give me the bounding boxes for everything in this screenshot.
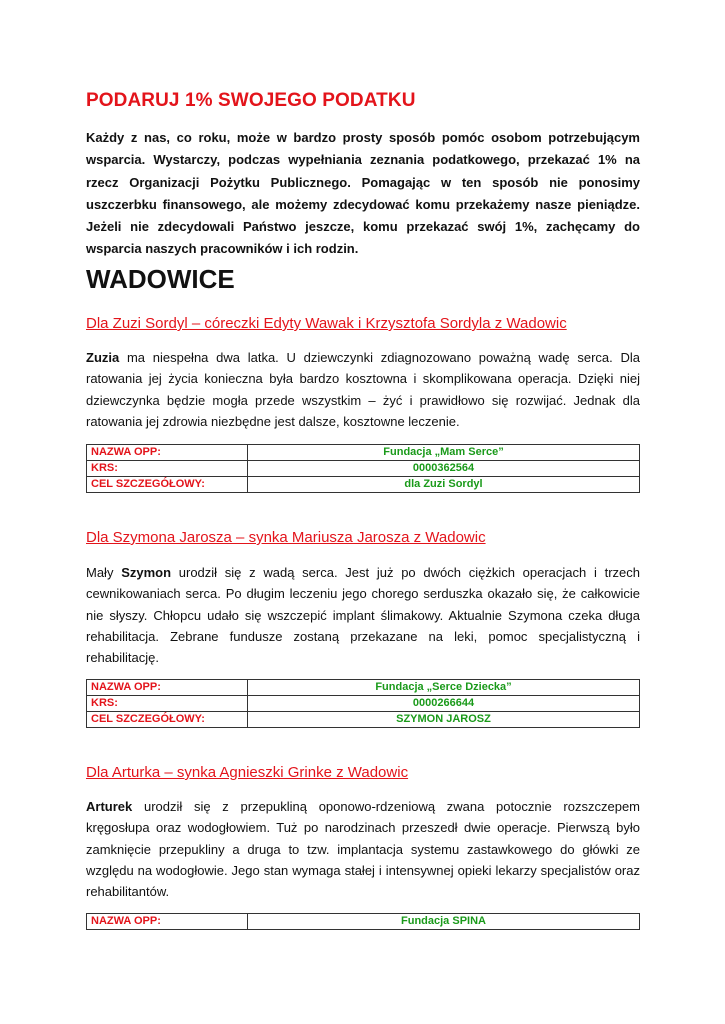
section-paragraph: Zuzia ma niespełna dwa latka. U dziewczynki zdiagnozowano poważną wadę serca. Dla ratowania jej życia konieczna była bardzo kosztowna i skomplikowana operacja. Dzięki niej dziewczynka będzie mogła przede wszystkim – żyć i prawidłowo się rozwijać. Jednak dla ratowania jej zdrowia niezbędne jest dalsze, kosztowne leczenie. <box>86 350 640 429</box>
value-opp: Fundacja „Mam Serce” <box>248 445 640 461</box>
value-krs: 0000362564 <box>248 461 640 477</box>
table-row <box>87 680 640 696</box>
table-row <box>87 477 640 493</box>
child-name: Arturek <box>86 799 133 814</box>
value-opp: Fundacja SPINA <box>248 914 640 930</box>
info-table <box>86 444 640 493</box>
city-heading: WADOWICE <box>86 264 235 294</box>
value-cel: SZYMON JAROSZ <box>248 712 640 728</box>
section-title: Dla Szymona Jarosza – synka Mariusza Jarosza z Wadowic <box>86 529 486 546</box>
table-row <box>87 696 640 712</box>
label-opp: NAZWA OPP: <box>87 445 248 461</box>
label-opp: NAZWA OPP: <box>87 680 248 696</box>
section-title: Dla Zuzi Sordyl – córeczki Edyty Wawak i Krzysztofa Sordyla z Wadowic <box>86 315 567 332</box>
section-paragraph: Arturek urodził się z przepukliną oponowo-rdzeniową zwana potocznie rozszczepem kręgosłupa oraz wodogłowiem. Tuż po narodzinach przeszedł dwie operacje. Pierwszą było zamknięcie przepukliny a druga to tzw. implantacja systemu zastawkowego do główki ze względu na wodogłowie. Jego stan wymaga stałej i intensywnej opieki lekarzy specjalistów oraz rehabilitantów. <box>86 799 640 900</box>
intro-paragraph: Każdy z nas, co roku, może w bardzo prosty sposób pomóc osobom potrzebującym wsparcia. Wystarczy, podczas wypełniania zeznania podatkowego, przekazać 1% na rzecz Organizacji Pożytku Publicznego. Pomagając w ten sposób nie ponosimy uszczerbku finansowego, ale możemy zdecydować komu przekażemy nasze pieniądze. Jeżeli nie zdecydowali Państwo jeszcze, komu przekazać swój 1%, zachęcamy do wsparcia naszych pracowników i ich rodzin. <box>86 130 640 257</box>
value-opp: Fundacja „Serce Dziecka” <box>248 680 640 696</box>
value-krs: 0000266644 <box>248 696 640 712</box>
table-row <box>87 914 640 930</box>
value-cel: dla Zuzi Sordyl <box>248 477 640 493</box>
label-opp: NAZWA OPP: <box>87 914 248 930</box>
info-table <box>86 913 640 930</box>
child-name: Szymon <box>121 565 172 580</box>
label-krs: KRS: <box>87 696 248 712</box>
label-cel: CEL SZCZEGÓŁOWY: <box>87 477 248 493</box>
table-row <box>87 461 640 477</box>
table-row <box>87 712 640 728</box>
child-name: Zuzia <box>86 350 120 365</box>
label-krs: KRS: <box>87 461 248 477</box>
label-cel: CEL SZCZEGÓŁOWY: <box>87 712 248 728</box>
table-row <box>87 445 640 461</box>
page-title: PODARUJ 1% SWOJEGO PODATKU <box>86 90 416 111</box>
info-table <box>86 679 640 728</box>
section-paragraph: Mały Szymon urodził się z wadą serca. Jest już po dwóch ciężkich operacjach i trzech cewnikowaniach serca. Po długim leczeniu jego chorego serduszka okazało się, że całkowicie nie słyszy. Chłopcu udało się wszczepić implant ślimakowy. Aktualnie Szymona czeka długa rehabilitacja. Zebrane fundusze zostaną przekazane na leki, pomoc specjalistyczną i rehabilitację. <box>86 565 641 666</box>
section-title: Dla Arturka – synka Agnieszki Grinke z Wadowic <box>86 764 409 781</box>
